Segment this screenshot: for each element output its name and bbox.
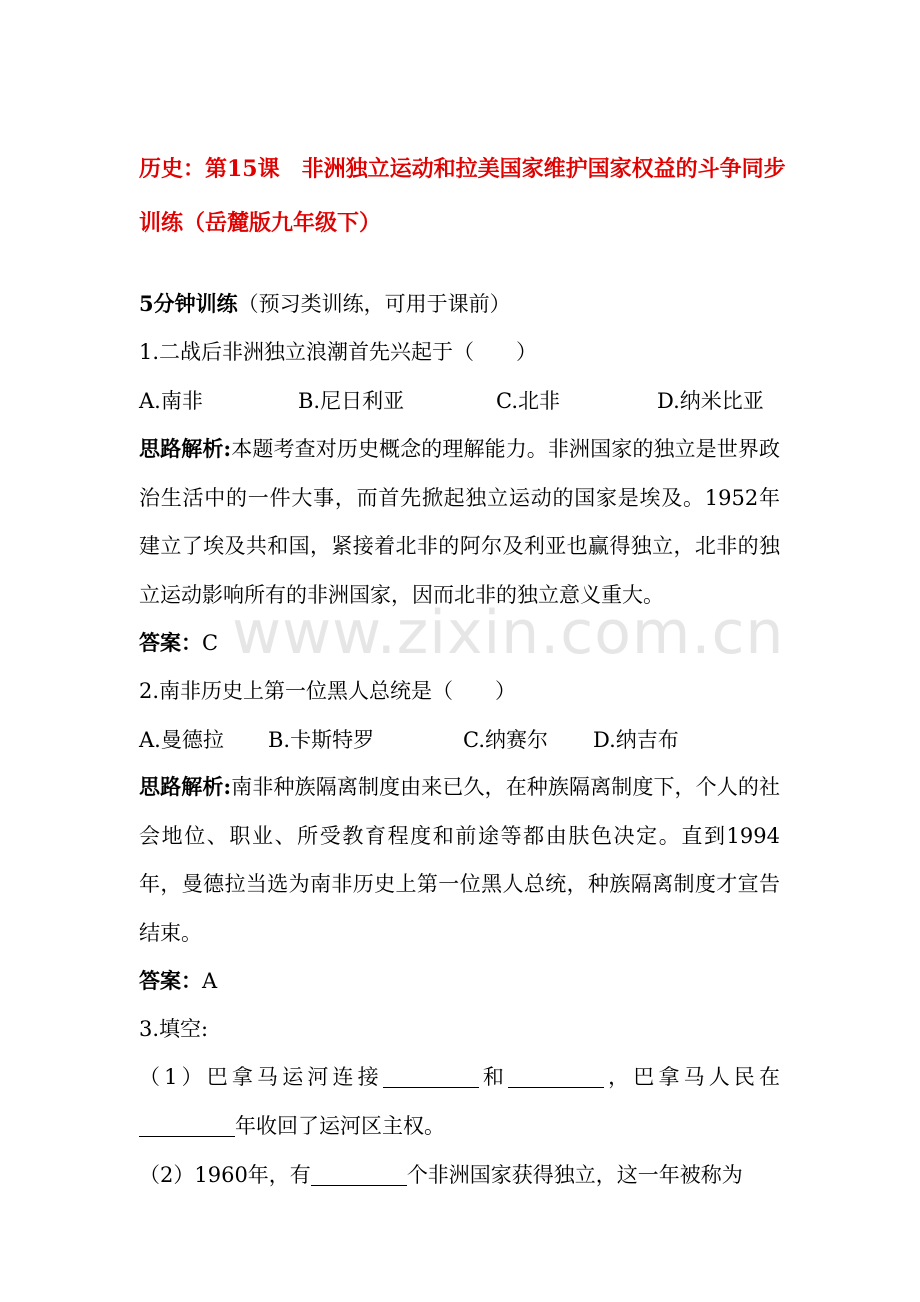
document-title: 历史：第15课 非洲独立运动和拉美国家维护国家权益的斗争同步训练（岳麓版九年级下）: [139, 156, 786, 236]
q2-analysis-label: 思路解析:: [139, 774, 232, 799]
q1-answer-label: 答案：: [139, 630, 202, 655]
q2-answer-label: 答案：: [139, 968, 202, 993]
q2-option-d: D.纳吉布: [593, 728, 679, 752]
q3-blank-1: [383, 1065, 479, 1088]
q1-stem: 1.二战后非洲独立浪潮首先兴起于（ ）: [139, 340, 538, 364]
q1-option-c: C.北非: [496, 389, 560, 413]
q2-answer: [139, 966, 217, 996]
q2-stem: 2.南非历史上第一位黑人总统是（ ）: [139, 679, 517, 703]
q1-analysis: [139, 425, 780, 619]
section-note: （预习类训练，可用于课前）: [237, 292, 511, 316]
q1-option-b: B.尼日利亚: [298, 389, 405, 413]
q2-option-a: A.曼德拉: [139, 728, 224, 752]
q3-stem: 3.填空:: [139, 1017, 209, 1041]
q2-answer-value: A: [202, 969, 218, 993]
q2-analysis-text: 南非种族隔离制度由来已久，在种族隔离制度下，个人的社会地位、职业、所受教育程度和前途等都由肤色决定。直到1994年，曼德拉当选为南非历史上第一位黑人总统，种族隔离制度才宣告结束。: [139, 775, 780, 945]
q1-answer-value: C: [202, 631, 219, 655]
q2-option-c: C.纳赛尔: [463, 728, 548, 752]
section-head: 5分钟训练: [139, 291, 238, 316]
q3-blank-4: [311, 1163, 407, 1186]
q2-option-b: B.卡斯特罗: [268, 728, 375, 752]
q2-analysis: [139, 763, 780, 957]
q3-blank-2: [508, 1065, 604, 1088]
q1-analysis-text: 本题考查对历史概念的理解能力。非洲国家的独立是世界政治生活中的一件大事，而首先掀起独立运动的国家是埃及。1952年建立了埃及共和国，紧接着北非的阿尔及利亚也赢得独立，北非的独立运动影响所有的非洲国家，因而北非的独立意义重大。: [139, 437, 780, 607]
q3-part2: [139, 1151, 780, 1200]
q3-blank-3: [139, 1114, 235, 1137]
q3-part1: [139, 1053, 780, 1150]
q1-option-d: D.纳米比亚: [657, 389, 764, 413]
q3-part1-b: 和: [478, 1065, 509, 1089]
q3-part2-b: 个非洲国家获得独立，这一年被称为: [406, 1163, 743, 1187]
q1-analysis-label: 思路解析:: [139, 436, 232, 461]
watermark: www.zixin.com.cn: [232, 598, 785, 668]
q3-part1-c: ，巴拿马人民在: [604, 1065, 780, 1089]
section-heading: [139, 289, 511, 319]
q3-part1-d: 年收回了运河区主权。: [235, 1113, 445, 1138]
q1-answer: [139, 628, 218, 658]
q3-part1-a: （1）巴拿马运河连接: [139, 1065, 383, 1089]
q3-part2-a: （2）1960年，有: [139, 1163, 311, 1187]
q1-option-a: A.南非: [139, 389, 203, 413]
